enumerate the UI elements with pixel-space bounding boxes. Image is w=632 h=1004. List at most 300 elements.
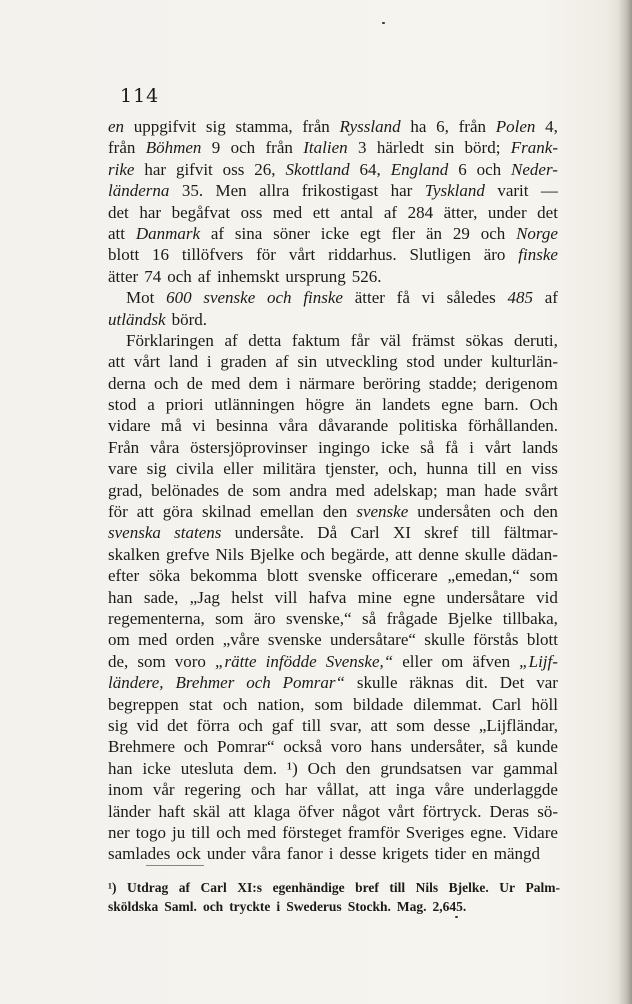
word: af: [178, 880, 191, 895]
word: hafva: [308, 587, 347, 607]
text-line: [108, 629, 558, 650]
word: söner: [273, 223, 310, 243]
word: Bjelke: [447, 608, 493, 628]
word: och: [230, 138, 256, 158]
word: en: [471, 844, 488, 864]
word: främst: [411, 330, 455, 350]
word: 3: [357, 138, 367, 158]
word: 74: [144, 266, 162, 286]
word: Och: [529, 395, 558, 415]
word: vill: [274, 587, 298, 607]
word: a: [147, 395, 155, 415]
word: utlänningen: [214, 395, 295, 415]
word: sade,: [143, 587, 179, 607]
word: XI: [392, 523, 411, 543]
word: infödde: [265, 651, 317, 671]
word: till: [302, 715, 322, 735]
text-line: [108, 736, 558, 757]
word: våra: [150, 437, 180, 457]
word: samlades: [108, 844, 171, 864]
word: fanor: [286, 844, 323, 864]
text-line: [108, 202, 558, 223]
word: 485: [507, 288, 533, 308]
word: dilemmat.: [413, 694, 482, 714]
word: våra: [278, 416, 308, 436]
word: i: [286, 373, 291, 393]
word: blott: [108, 245, 140, 265]
word: ner: [108, 822, 130, 842]
word: att: [108, 223, 125, 243]
word: med: [211, 373, 241, 393]
word: under: [487, 202, 527, 222]
word: Nils: [215, 544, 244, 564]
word: undersåtare: [446, 587, 525, 607]
word: skilnad: [201, 502, 252, 522]
word: har: [139, 202, 162, 222]
word: det: [167, 715, 188, 735]
word: statens: [174, 523, 222, 543]
word: den: [345, 758, 371, 778]
text-line: [108, 651, 558, 672]
word: länderna: [108, 181, 170, 201]
word: „Lijf-: [519, 651, 558, 671]
word: som: [529, 566, 558, 586]
word: Förklaringen: [126, 330, 214, 350]
word: har: [285, 780, 308, 800]
word: ¹): [286, 758, 298, 778]
word: derigenom: [485, 373, 558, 393]
word: Carl: [492, 694, 522, 714]
word: frikostigast: [301, 181, 379, 201]
word: inga: [395, 780, 425, 800]
word: „rätte: [215, 651, 257, 671]
word: 16: [152, 245, 170, 265]
word: priori: [165, 395, 204, 415]
word: med: [138, 630, 168, 650]
word: Frank-: [510, 138, 558, 158]
word: och: [480, 223, 506, 243]
word: sina: [234, 223, 263, 243]
word: räknas: [409, 673, 454, 693]
word: militära: [262, 459, 316, 479]
word: Deras: [489, 801, 530, 821]
word: ätter: [354, 288, 385, 308]
word: begåfvat: [171, 202, 231, 222]
word: fler: [391, 223, 416, 243]
word: 600: [166, 288, 192, 308]
word: af: [544, 288, 558, 308]
word: frågade: [386, 608, 438, 628]
word: 2,645.: [432, 899, 467, 914]
text-line: [108, 394, 558, 415]
word: våre: [434, 780, 465, 800]
word: 64,: [359, 159, 381, 179]
word: egenhändige: [272, 880, 345, 895]
word: Palm-: [525, 880, 560, 895]
word: en: [108, 117, 125, 136]
word: som: [314, 694, 343, 714]
word: börd;: [464, 138, 501, 158]
word: „Jag: [189, 587, 220, 607]
word: från: [108, 138, 136, 158]
word: riddarhus.: [328, 245, 397, 265]
word: desse: [433, 715, 471, 735]
word: ha: [410, 117, 427, 136]
word: denne: [418, 544, 459, 564]
word: den: [533, 502, 558, 522]
word: från: [302, 117, 330, 136]
word: undersåter,: [410, 737, 485, 757]
word: en: [505, 459, 522, 479]
word: börd.: [171, 309, 208, 329]
text-line: [108, 330, 558, 351]
word: och: [476, 159, 502, 179]
word: undersåte.: [234, 523, 305, 543]
word: uppgifvit: [133, 117, 197, 136]
text-line: [108, 287, 558, 308]
word: regementerna,: [108, 608, 205, 628]
word: inom: [108, 780, 143, 800]
word: i: [206, 352, 212, 372]
word: om: [441, 651, 464, 671]
word: finske: [518, 245, 558, 265]
word: som: [137, 651, 166, 671]
word: 4,: [545, 117, 558, 136]
word: 26,: [254, 159, 276, 179]
text-line: [108, 159, 558, 180]
word: togo: [135, 822, 166, 842]
word: ländere,: [108, 673, 164, 693]
word: vid: [536, 587, 558, 607]
text-line: [108, 544, 558, 565]
word: Nils: [415, 880, 439, 895]
word: i: [469, 437, 474, 457]
text-line: [108, 373, 558, 394]
word: vår: [152, 780, 175, 800]
word: de,: [108, 651, 129, 671]
word: väl: [380, 330, 401, 350]
word: med: [335, 480, 365, 500]
word: dädan-: [511, 544, 558, 564]
word: sig: [205, 117, 226, 136]
word: sig: [108, 715, 128, 735]
word: vare: [108, 459, 138, 479]
word: begärde,: [331, 544, 390, 564]
word: göra: [162, 502, 193, 522]
word: öfver: [298, 801, 335, 821]
word: äro: [253, 608, 276, 628]
word: och: [154, 373, 179, 393]
word: vårt: [388, 801, 415, 821]
word: allra: [259, 181, 290, 201]
word: civila: [176, 459, 214, 479]
word: sin: [434, 138, 455, 158]
text-line: [108, 180, 558, 201]
word: tider: [434, 844, 466, 864]
word: ätter,: [443, 202, 478, 222]
word: för: [108, 502, 128, 522]
word: orden: [175, 630, 215, 650]
word: har: [390, 181, 413, 201]
word: Då: [317, 523, 338, 543]
word: blott: [526, 630, 558, 650]
text-line: [108, 672, 558, 693]
word: Slutligen: [409, 245, 471, 265]
word: således: [446, 288, 496, 308]
word: svenske,“: [285, 608, 352, 628]
word: Neder-: [511, 159, 558, 179]
word: 526.: [351, 266, 382, 286]
word: för: [256, 245, 276, 265]
word: ock: [176, 844, 201, 864]
word: Och: [307, 758, 336, 778]
word: krigets: [382, 844, 429, 864]
word: ingingo: [318, 437, 371, 457]
word: 6,: [436, 117, 449, 136]
word: Brehmer: [175, 673, 235, 693]
text-line: [108, 244, 558, 265]
word: Swederus: [286, 899, 342, 914]
word: de: [227, 480, 244, 500]
word: af: [210, 223, 225, 243]
text-line: [108, 223, 558, 244]
word: underlaggde: [473, 780, 558, 800]
word: att: [108, 352, 125, 372]
word: sökas: [465, 330, 504, 350]
word: och: [222, 694, 248, 714]
word: i: [328, 844, 334, 864]
word: hans: [370, 737, 402, 757]
word: —: [540, 181, 558, 201]
word: tillöfvers: [181, 245, 244, 265]
word: icke: [320, 223, 350, 243]
word: kunde: [516, 737, 558, 757]
word: eller: [223, 459, 254, 479]
footnote-line: [108, 878, 560, 897]
word: hade: [484, 480, 517, 500]
text-line: [108, 437, 558, 458]
word: besinna: [216, 416, 269, 436]
word: Skottland: [285, 159, 350, 179]
word: voro: [174, 651, 206, 671]
word: att: [395, 544, 413, 564]
word: med: [272, 202, 303, 222]
word: våra: [251, 844, 281, 864]
word: han: [108, 587, 133, 607]
word: viss: [531, 459, 558, 479]
word: „emedan,“: [447, 566, 520, 586]
word: och: [499, 502, 525, 522]
word: förtryck.: [422, 801, 482, 821]
word: grad,: [108, 480, 143, 500]
word: vållat,: [316, 780, 359, 800]
text-line: [108, 522, 558, 543]
word: Brehmere: [108, 737, 176, 757]
word: Men: [215, 181, 247, 201]
word: inhemskt: [216, 266, 280, 286]
page-edge-shadow: [618, 0, 632, 1004]
word: Pomrar“: [282, 673, 345, 693]
word: något: [342, 801, 380, 821]
word: utesluta: [180, 758, 234, 778]
word: och: [267, 288, 292, 308]
word: England: [390, 159, 449, 179]
page-number: 114: [120, 85, 160, 107]
word: förra: [196, 715, 230, 735]
text-line: [108, 715, 558, 736]
text-line: [108, 501, 558, 522]
word: vårt: [484, 437, 512, 457]
word: grefve: [166, 544, 210, 564]
word: äfven: [472, 651, 511, 671]
word: detta: [248, 330, 282, 350]
word: undersåten: [417, 502, 491, 522]
word: vi: [192, 416, 206, 436]
word: och: [202, 899, 224, 914]
word: haft: [158, 801, 185, 821]
word: svar,: [329, 715, 362, 735]
word: härledt: [376, 138, 425, 158]
word: än: [355, 395, 372, 415]
word: så: [493, 737, 508, 757]
word: blott: [267, 566, 299, 586]
word: andra: [289, 480, 328, 500]
word: ju: [172, 822, 186, 842]
word: till: [477, 459, 497, 479]
word: skäl: [192, 801, 221, 821]
word: var: [471, 758, 494, 778]
word: adelskap;: [373, 480, 438, 500]
word: och: [250, 780, 276, 800]
word: dem: [248, 373, 278, 393]
word: politiska: [398, 416, 458, 436]
word: egne: [441, 395, 474, 415]
word: belönades: [151, 480, 220, 500]
word: af: [275, 352, 289, 372]
word: Från: [108, 437, 140, 457]
word: desse: [339, 844, 377, 864]
word: vårt: [288, 245, 316, 265]
word: voro: [330, 737, 362, 757]
word: svårt: [524, 480, 558, 500]
word: närmare: [299, 373, 355, 393]
word: fältmar-: [503, 523, 558, 543]
word: hunna: [426, 459, 469, 479]
word: ursprung: [285, 266, 346, 286]
word: skref: [424, 523, 459, 543]
word: 9: [211, 138, 221, 158]
word: Det: [499, 673, 525, 693]
word: svenske: [356, 502, 409, 522]
text-line: [108, 587, 558, 608]
word: med: [246, 822, 277, 842]
word: ätter: [108, 266, 139, 286]
word: gammal: [503, 758, 558, 778]
word: skulle: [356, 673, 398, 693]
word: af: [383, 202, 398, 222]
word: svenske: [308, 566, 362, 586]
word: grundsatsen: [380, 758, 462, 778]
word: Tyskland: [424, 181, 485, 201]
word: och: [246, 673, 271, 693]
word: varit: [497, 181, 529, 201]
word: förstås: [473, 630, 519, 650]
text-line: [108, 480, 558, 501]
footnote-line: [108, 897, 560, 916]
text-line: [108, 608, 558, 629]
word: utveckling: [325, 352, 398, 372]
word: bref: [355, 880, 379, 895]
word: stod: [406, 352, 435, 372]
word: 29: [452, 223, 470, 243]
text-line: [108, 565, 558, 586]
text-line: [108, 822, 558, 843]
text-line: [108, 843, 558, 864]
word: barn.: [484, 395, 519, 415]
word: söka: [149, 566, 181, 586]
word: i: [276, 899, 281, 914]
text-line: [108, 694, 558, 715]
word: tjenster,: [325, 459, 379, 479]
word: svenske: [203, 288, 256, 308]
word: Pomrar“: [216, 737, 275, 757]
footnote-rule: [146, 865, 204, 866]
word: undersåtare“: [330, 630, 416, 650]
word: oss: [222, 159, 245, 179]
word: som: [215, 608, 244, 628]
word: Polen: [495, 117, 536, 136]
word: som: [252, 480, 281, 500]
word: stod: [108, 395, 137, 415]
text-line: [108, 415, 558, 436]
word: högre: [305, 395, 345, 415]
word: under: [443, 352, 483, 372]
word: som: [396, 715, 425, 735]
word: icke: [380, 437, 410, 457]
word: det: [537, 202, 558, 222]
word: finske: [303, 288, 343, 308]
word: Stockh.: [347, 899, 391, 914]
word: från: [265, 138, 293, 158]
word: har: [144, 159, 167, 179]
text-line: [108, 116, 558, 137]
word: af: [197, 266, 211, 286]
word: dit.: [465, 673, 488, 693]
word: Norge: [516, 223, 558, 243]
word: begreppen: [108, 694, 179, 714]
word: stat: [189, 694, 213, 714]
word: Sveriges: [405, 822, 465, 842]
word: att: [368, 780, 386, 800]
word: också: [283, 737, 322, 757]
word: lands: [522, 437, 558, 457]
word: ¹): [108, 880, 117, 895]
word: gaf: [271, 715, 294, 735]
word: oss: [240, 202, 263, 222]
word: får: [350, 330, 370, 350]
word: och: [183, 737, 209, 757]
word: egt: [359, 223, 381, 243]
word: att: [136, 502, 154, 522]
word: eller: [402, 651, 433, 671]
word: det: [108, 202, 129, 222]
text-line: [108, 266, 558, 287]
word: bildade: [353, 694, 404, 714]
word: Mag.: [396, 899, 427, 914]
word: Saml.: [164, 899, 197, 914]
word: de: [186, 373, 203, 393]
word: om: [108, 630, 130, 650]
